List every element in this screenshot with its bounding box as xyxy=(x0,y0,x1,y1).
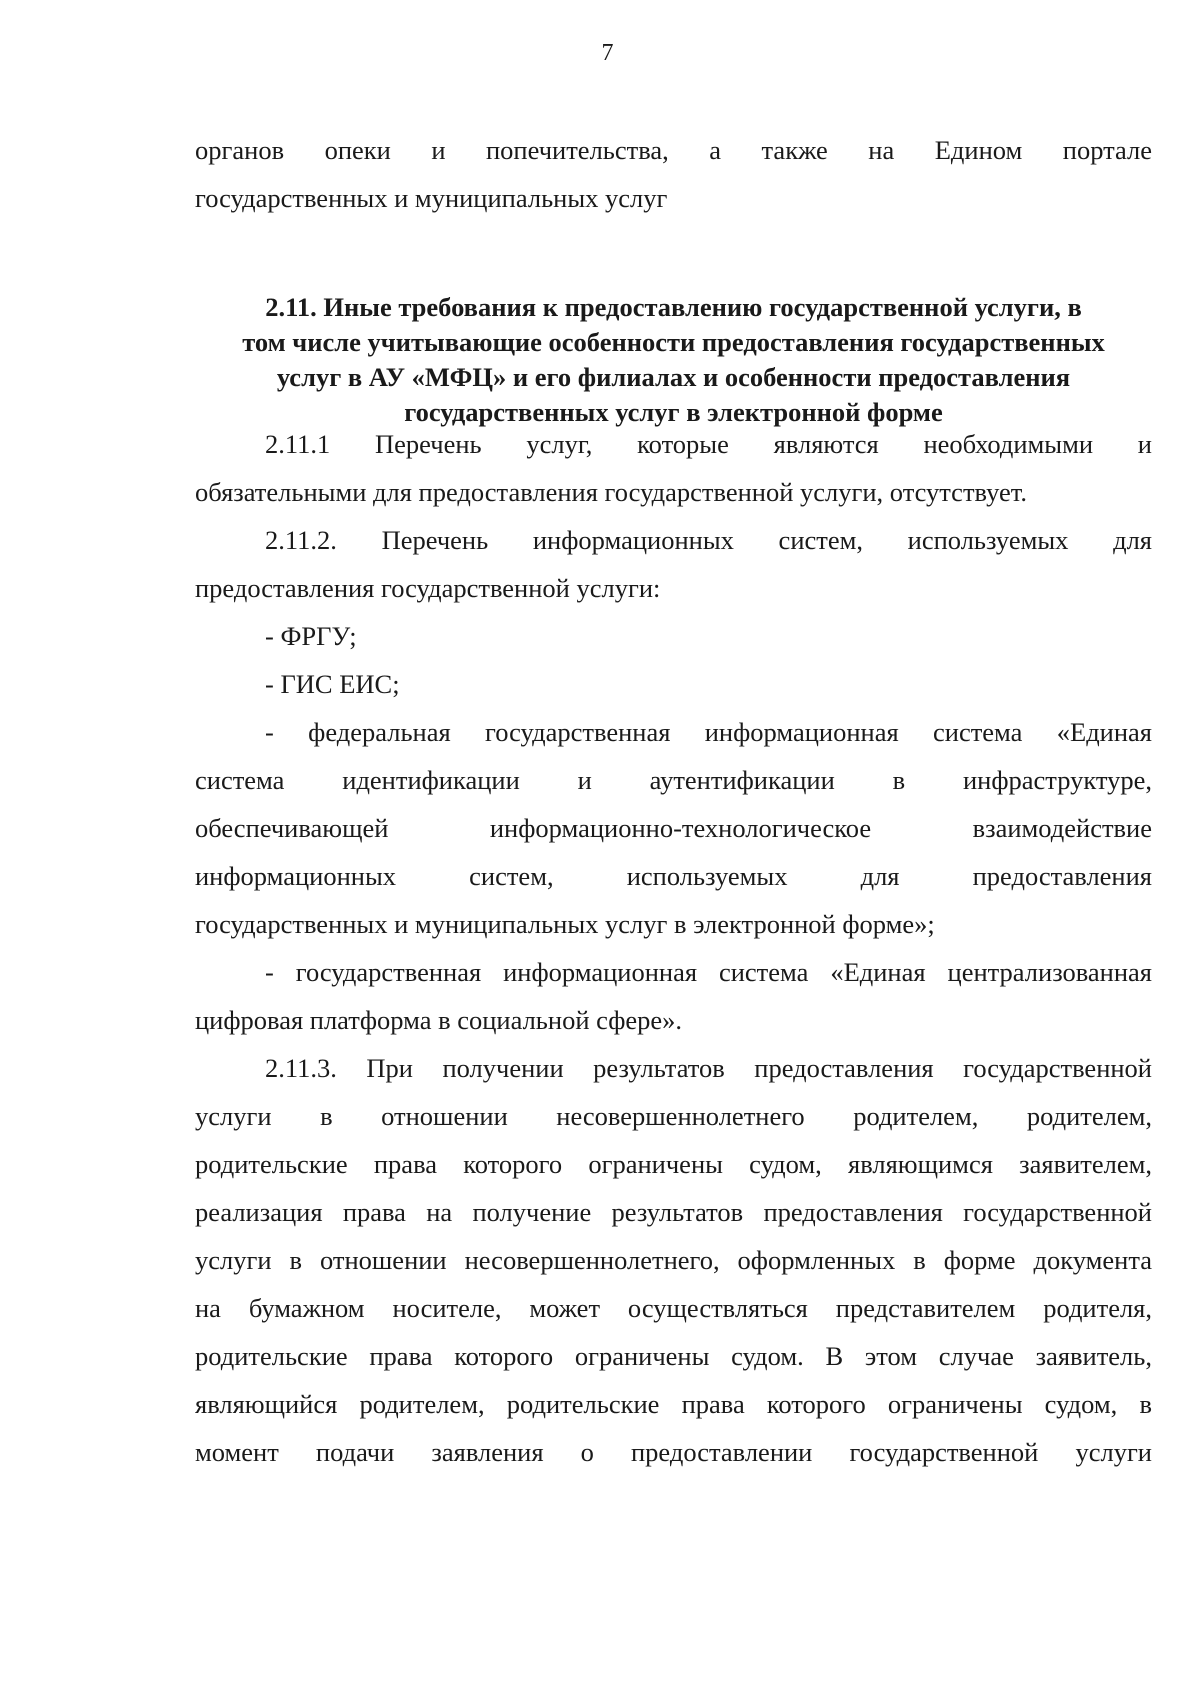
text-line: на бумажном носителе, может осуществляться представителем родителя, xyxy=(195,1293,1152,1323)
text-line: 2.11.2. Перечень информационных систем, используемых для xyxy=(265,525,1152,555)
section-heading xyxy=(195,290,1152,430)
heading-line: том числе учитывающие особенности предоставления государственных xyxy=(242,327,1105,357)
continuation-paragraph xyxy=(195,126,1152,222)
text-line: родительские права которого ограничены судом. В этом случае заявитель, xyxy=(195,1341,1152,1371)
heading-line: услуг в АУ «МФЦ» и его филиалах и особенности предоставления xyxy=(276,362,1071,392)
text-line: 2.11.3. При получении результатов предоставления государственной xyxy=(265,1053,1152,1083)
text-line: 2.11.1 Перечень услуг, которые являются необходимыми и xyxy=(265,429,1152,459)
text-line: цифровая платформа в социальной сфере». xyxy=(195,1005,683,1035)
text-line: момент подачи заявления о предоставлении государственной услуги xyxy=(195,1437,1152,1467)
text-line: - ГИС ЕИС; xyxy=(265,669,400,699)
text-line: обеспечивающей информационно-технологическое взаимодействие xyxy=(195,813,1152,843)
text-line: - федеральная государственная информационная система «Единая xyxy=(265,717,1152,747)
text-line: - государственная информационная система «Единая централизованная xyxy=(265,957,1152,987)
text-line: государственных и муниципальных услуг xyxy=(195,183,668,213)
heading-line: 2.11. Иные требования к предоставлению государственной услуги, в xyxy=(265,292,1082,322)
text-line: услуги в отношении несовершеннолетнего родителем, родителем, xyxy=(195,1101,1152,1131)
text-line: обязательными для предоставления государственной услуги, отсутствует. xyxy=(195,477,1028,507)
body-text xyxy=(195,420,1152,1476)
text-line: информационных систем, используемых для предоставления xyxy=(195,861,1152,891)
text-line: являющийся родителем, родительские права которого ограничены судом, в xyxy=(195,1389,1152,1419)
text-line: органов опеки и попечительства, а также на Едином портале xyxy=(195,135,1152,165)
text-line: предоставления государственной услуги: xyxy=(195,573,661,603)
text-line: услуги в отношении несовершеннолетнего, оформленных в форме документа xyxy=(195,1245,1152,1275)
text-line: родительские права которого ограничены судом, являющимся заявителем, xyxy=(195,1149,1152,1179)
text-line: система идентификации и аутентификации в инфраструктуре, xyxy=(195,765,1152,795)
page-number: 7 xyxy=(601,40,614,66)
text-line: - ФРГУ; xyxy=(265,621,357,651)
heading-line: государственных услуг в электронной форме xyxy=(404,397,943,427)
text-line: реализация права на получение результатов предоставления государственной xyxy=(195,1197,1152,1227)
text-line: государственных и муниципальных услуг в электронной форме»; xyxy=(195,909,935,939)
